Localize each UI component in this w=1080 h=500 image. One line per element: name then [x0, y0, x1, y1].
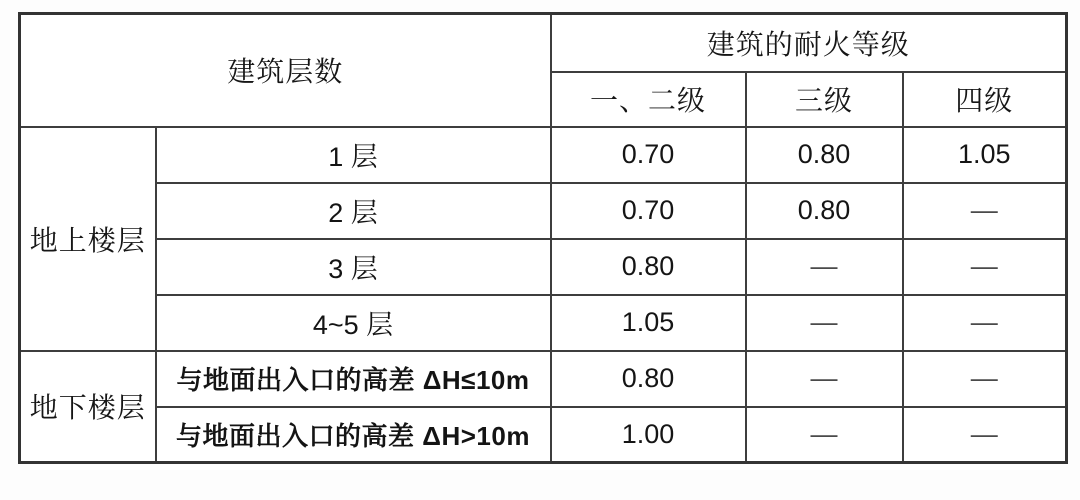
value-cell: — — [903, 295, 1067, 351]
value-cell: 0.80 — [746, 127, 903, 183]
table-row — [20, 183, 1067, 239]
floor-row-label: 3 层 — [156, 239, 551, 295]
rating-col-grade-1-2-header: 一、二级 — [551, 72, 746, 127]
value-cell: 1.05 — [903, 127, 1067, 183]
floor-row-label: 2 层 — [156, 183, 551, 239]
fire-rating-header: 建筑的耐火等级 — [551, 14, 1067, 72]
table-row — [20, 407, 1067, 463]
table-row — [20, 351, 1067, 407]
table-row — [20, 295, 1067, 351]
value-cell: — — [746, 295, 903, 351]
value-cell: 0.80 — [551, 351, 746, 407]
rating-col-grade-3-header: 三级 — [746, 72, 903, 127]
value-cell: 0.70 — [551, 183, 746, 239]
value-cell: 1.05 — [551, 295, 746, 351]
value-cell: — — [903, 407, 1067, 463]
value-cell: 0.80 — [746, 183, 903, 239]
value-cell: — — [903, 351, 1067, 407]
group-underground-label: 地下楼层 — [20, 351, 156, 463]
value-cell: 0.80 — [551, 239, 746, 295]
floor-row-label: 1 层 — [156, 127, 551, 183]
table-row — [20, 127, 1067, 183]
value-cell: — — [746, 407, 903, 463]
value-cell: — — [746, 239, 903, 295]
fire-rating-table — [18, 12, 1068, 464]
value-cell: — — [903, 239, 1067, 295]
table-row — [20, 239, 1067, 295]
rating-col-grade-4-header: 四级 — [903, 72, 1067, 127]
building-floors-header: 建筑层数 — [20, 14, 551, 127]
value-cell: 1.00 — [551, 407, 746, 463]
height-diff-row-label: 与地面出入口的高差 ΔH>10m — [156, 407, 551, 463]
value-cell: — — [746, 351, 903, 407]
height-diff-row-label: 与地面出入口的高差 ΔH≤10m — [156, 351, 551, 407]
value-cell: 0.70 — [551, 127, 746, 183]
value-cell: — — [903, 183, 1067, 239]
floor-row-label: 4~5 层 — [156, 295, 551, 351]
group-above-ground-label: 地上楼层 — [20, 127, 156, 351]
